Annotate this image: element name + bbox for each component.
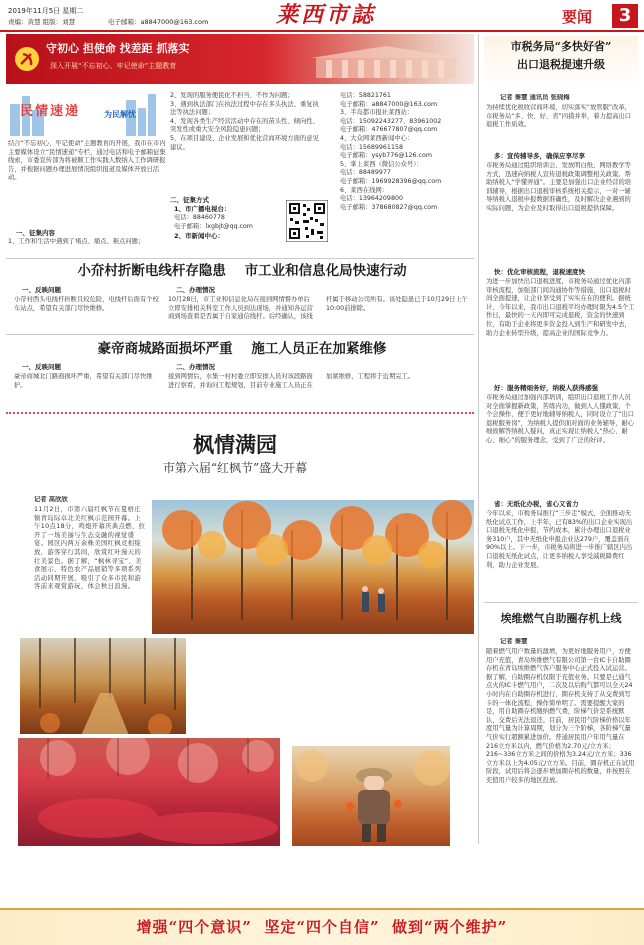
page-number-box (612, 4, 638, 28)
hotline-sub1-phone: 电话：88460778 (174, 214, 225, 221)
feature-headline: 枫情满园 (193, 432, 277, 457)
hotline-sub2-title: 2、市新闻中心： (174, 232, 225, 240)
theme-banner (6, 34, 474, 84)
divider (6, 258, 474, 259)
child-with-leaves-photo (290, 744, 452, 848)
autumn-grove-illustration (152, 500, 474, 634)
great-hall-illustration (306, 40, 466, 80)
story1-headline: 小夼村折断电线杆存隐患 市工业和信息化局快速行动 (77, 263, 407, 279)
footer-slogan: 增强“四个意识” 坚定“四个自信” 做到“两个维护” (136, 918, 508, 936)
divider (6, 334, 474, 335)
right-story1-point3-title: 好：服务精细务好，纳税人获得感强 (494, 384, 598, 392)
child-with-leaves-illustration (292, 746, 452, 848)
right-story2-byline: 记者 秦慧 (500, 638, 528, 645)
issue-date: 2019年11月5日 星期二 (8, 7, 84, 15)
hotline-intro: 结合“不忘初心、牢记使命”主题教育的开展，我市在市内主要媒体设立“民情速递”专栏，通过电话和电子邮箱征集线索，市委宣传部为将被顺工作实践人数纳入工作调研报告，并根据问题办理进展情况组织报道及媒体开放日活动。 (8, 140, 166, 182)
story1-action-title: 二、办理情况 (176, 286, 215, 294)
right-story1-headline-2: 出口退税提速升级 (517, 58, 605, 71)
right-story1-point2-body: 为进一步加快出口退税进度，市税务局通过优化内部审核流程，加强部门间沟通协作等措施，出口退税时间全面提速，让企业享受到了实实在在的便利。据统计，今年以来，我市出口退税平均办理时限为4.5个工作日，最快的一天内即可完成退税，资金的快速到位，有助于企业将更多资金投入到生产和研发中去，助力企业转型升级，提高企业的国际竞争力。 (486, 278, 635, 337)
divider (6, 412, 474, 414)
right-story1-point4-title: 省：无纸化办税，省心又省力 (494, 500, 579, 508)
right-story2-body: 随着燃气用户数量的激增，为更好地服务用户，方便用户充值，青岛埃维燃气有限公司第一台IC卡自助圈存机在青岛埃维燃气客户服务中心正式投入试运营。 据了解，自助圈存机仅限于充值业务。只要是已通气点火的IC卡燃气用户，二次及以后购气都可以全天24小时内在自助圈存机进行，圈存机支持了从交费到写卡的一体化流程，操作简单明了。需要提醒大家的是，用自助圈存机缴纳燃气费，阶梯气价是系统默认，交费后无法退还。目前，居民用气阶梯价格以年度用气量为计算周期，划分为三个阶梯，各阶梯气量气价实行超额累进加价。普通居民用户年用气量在216立方米以内，燃气价格为2.70元/立方米；216~336立方米之间的价格为3.24元/立方米；336立方米以上为4.05元/立方米。目前，圈存机正在试用阶段，试用后将会逐步增加圈存机的数量，并按照在充值用户较多的地区投放。 (486, 648, 635, 784)
autumn-grove-photo (152, 500, 474, 634)
masthead-email: 电子邮箱：a8847000@163.com (108, 18, 209, 26)
story1-problem-body: 小夼村西头电线杆折断且较危险，电线杆后面有个校车站点，希望有关部门尽快维修。 (14, 296, 159, 312)
party-emblem-icon (14, 46, 40, 72)
feature-subheadline: 市第六届“红枫节”盛大开幕 (162, 461, 308, 475)
story1-problem-title: 一、反映问题 (22, 286, 61, 294)
right-story1-header (484, 36, 638, 86)
banner-slogan: 守初心 担使命 找差距 抓落实 (46, 42, 190, 55)
story2-action-title: 二、办理情况 (176, 363, 215, 371)
masthead-rule (0, 30, 644, 32)
story1-action-body: 10月28日，市工业和信息化局在接到网情督办单后立即安排相关科室工作人员到达现场，并通知各运营商到场查看是否属于自家通信线杆。后经确认，该线杆属于移动公司所有。该处隐患已于10月29日上午10:00前排除。 (168, 296, 468, 321)
paper-name: 莱西市誌 (275, 2, 376, 28)
banner-subtitle: 深入开展“不忘初心、牢记使命”主题教育 (50, 62, 177, 70)
hotline-sec2-title: 二、征集方式 (170, 196, 209, 204)
feature-byline: 记者 高欣欣 (34, 496, 68, 503)
right-story1-point2-title: 快：优化审核流程，退税速度快 (494, 268, 585, 276)
story2-action-body: 接到网情后，水集一村村委立即安排人员对该段路面进行察看，并询问工程规划，目前专业施工人员正在加紧维修，工程将于近期完工。 (168, 373, 415, 389)
masthead (0, 0, 644, 32)
red-maple-field-photo (18, 738, 280, 846)
section-name: 要闻 (562, 8, 593, 26)
hotline-sec1-body: 1、工作和生活中遇到了堵点、痛点、难点问题； (8, 238, 145, 245)
feature-body: 11月2日，市第六届红枫节在夏格庄镇青岛际卓北美红枫示范园开幕。上午10点18分，鸣炮开幕庆典点燃，拉开了一场美丽与生态交融的视觉盛宴。园区内两万余株美国红枫竞相绽放，游客穿行其间，欣赏红叶漫天的壮美景色。据了解，“枫林寻宝”、美食展示、特色农产品展销等多项系列活动同期开展，吸引了众多市民和游客前来观赏游玩，体会秋日浪漫。 (34, 506, 146, 591)
right-story2-headline: 埃维燃气自助圈存机上线 (500, 612, 622, 625)
editor-credits: 责编：黄慧 组版：刘慧 (8, 18, 76, 26)
leaf-path-illustration (20, 638, 188, 736)
hotline-sub1-email: 电子邮箱：lxgbjt@qq.com (174, 223, 253, 230)
story2-problem-title: 一、反映问题 (22, 363, 61, 371)
leaf-path-photo (18, 636, 188, 736)
column-rule (478, 34, 479, 844)
right-story1-headline-1: 市税务局“多快好省” (510, 40, 612, 53)
column-logo (8, 90, 158, 136)
red-maple-field-illustration (18, 738, 280, 846)
hotline-col2-body: 2、发现的服务便民化不担当、不作为问题； 3、遇到执法部门在执法过程中存在多头执法、重复执法等执法问题； 4、发现各类生产经营活动中存在的苗头性、倾向性、突发性或重大安全风险隐患问题； 5、在项目建设、企业发展和优化营商环境方面的意见建议。 (170, 92, 319, 151)
hotline-col3-body: 电话：58821761 电子邮箱：a8847000@163.com 3、半岛都市报社莱西站： 电话：15092243277、83961002 电子邮箱：476677807@qq.com 4、大众网莱西新闻中心： 电话：15689961158 电子邮箱：ysyb776@126.com 5、掌上莱西（微信公众号）： 电话：88489977 电子邮箱：1969928396@qq.com 6、莱西在线网： 电话：13964209800 电子邮箱：378680827@qq.com (340, 92, 442, 211)
story2-headline: 豪帝商城路面损坏严重 施工人员正在加紧维修 (97, 341, 387, 357)
story2-problem-body: 豪帝商城北门路面损坏严重，希望有关部门尽快维护。 (14, 373, 153, 389)
column-logo-subtitle: 为民解忧 (104, 110, 136, 119)
page-number: 3 (618, 5, 632, 26)
right-story1-point1-body: 市税务局通过组织培训会、发放明白纸、网络教学等方式，迅速向纳税人宣传退税政策调整相关政策。帮助纳税人“学懂弄通”。主要是加强出口企业经营的培训辅导，根据出口退税审核系统相关提示，一对一辅导纳税人退税申报数据准确性，及时解决企业遇到的实际问题，为企业及时取得出口退税提供保障。 (486, 162, 632, 212)
right-story1-point1-title: 多：宣传辅导多，确保应享尽享 (494, 152, 585, 160)
column-logo-title: 民情速递 (20, 104, 81, 119)
right-story1-point3-body: 市税务局通过加强内部培训，组织出口退税工作人员对全面掌握新政策，苦练内功，做到人人懂政策，个个会操作，便于更好地辅导纳税人，同时设立了“出口退税服务岗”，为纳税人提供面对面的业务辅导，耐心细致解答纳税人疑问，真正实现让纳税人“热心、耐心、细心”的服务理念，受到了广泛的好评。 (486, 394, 635, 444)
hotline-sub1-title: 1、市广播电视台： (174, 205, 231, 213)
qr-code-icon (286, 200, 328, 242)
divider (484, 602, 638, 603)
right-story1-intro: 为持续优化税收营商环境，切实落实“放管服”改革，市税务局“多、快、好、省”四措并举，着力提高出口退税工作质效。 (486, 104, 632, 129)
hotline-sec1-title: 一、征集内容 (16, 229, 55, 237)
right-story1-byline: 记者 秦慧 通讯员 张晓梅 (500, 94, 570, 101)
right-story1-point4-body: 今年以来，市税务局推行“三步走”模式，全面推动无纸化试点工作，上半年，已有83%的出口企业实现出口退税无纸化申报，节约成本，累计办理出口退税业务310户，其中无纸化申报企业达279户，覆盖面在90%以上。下一步，市税务局将进一步推广辖区内出口退税无纸化试点，让更多纳税人享受减税降费红利，助力企业发展。 (486, 510, 633, 569)
footer-banner (0, 908, 644, 945)
